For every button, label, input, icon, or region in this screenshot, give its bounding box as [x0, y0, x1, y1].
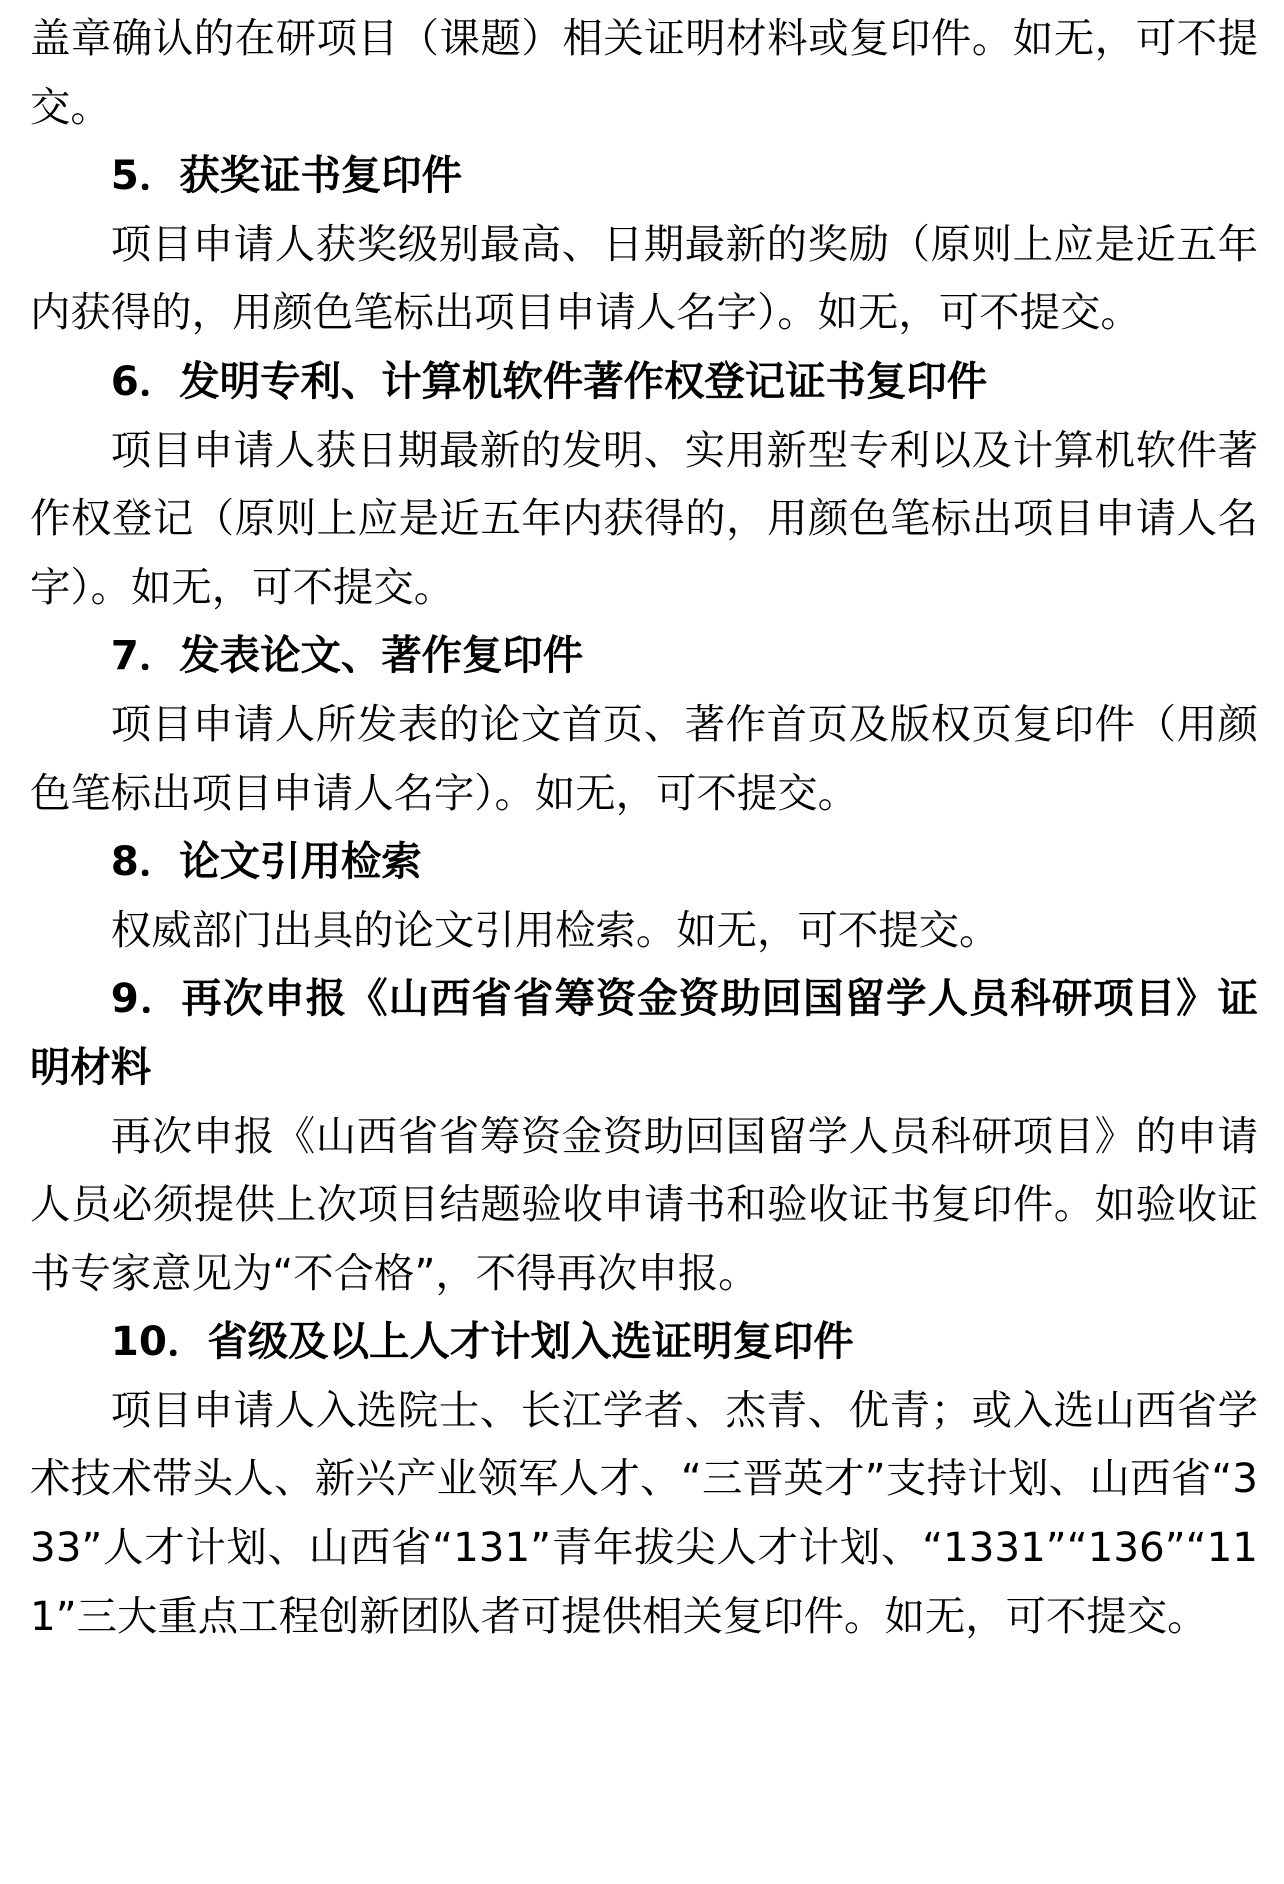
body-paragraph-7: 项目申请人所发表的论文首页、著作首页及版权页复印件（用颜色笔标出项目申请人名字）。如无，可不提交。 [30, 699, 1258, 817]
body-paragraph-5: 项目申请人获奖级别最高、日期最新的奖励（原则上应是近五年内获得的，用颜色笔标出项目申请人名字）。如无，可不提交。 [30, 219, 1258, 337]
document-page [30, 4, 1258, 1650]
section-heading-10: 10．省级及以上人才计划入选证明复印件 [110, 1317, 854, 1366]
body-paragraph-6: 项目申请人获日期最新的发明、实用新型专利以及计算机软件著作权登记（原则上应是近五年内获得的，用颜色笔标出项目申请人名字）。如无，可不提交。 [30, 425, 1258, 611]
body-paragraph-10: 项目申请人入选院士、长江学者、杰青、优青；或入选山西省学术技术带头人、新兴产业领军人才、“三晋英才”支持计划、山西省“333”人才计划、山西省“131”青年拔尖人才计划、“1331”“136”“111”三大重点工程创新团队者可提供相关复印件。如无，可不提交。 [30, 1385, 1258, 1640]
section-heading-6: 6．发明专利、计算机软件著作权登记证书复印件 [110, 356, 988, 405]
body-paragraph-1: 盖章确认的在研项目（课题）相关证明材料或复印件。如无，可不提交。 [30, 14, 1258, 131]
section-heading-5: 5．获奖证书复印件 [110, 151, 463, 200]
section-heading-9: 9．再次申报《山西省省筹资金资助回国留学人员科研项目》证明材料 [30, 974, 1258, 1091]
section-heading-8: 8．论文引用检索 [110, 837, 422, 886]
section-heading-7: 7．发表论文、著作复印件 [110, 631, 584, 680]
body-paragraph-8: 权威部门出具的论文引用检索。如无，可不提交。 [110, 905, 1000, 954]
body-paragraph-9: 再次申报《山西省省筹资金资助回国留学人员科研项目》的申请人员必须提供上次项目结题验收申请书和验收证书复印件。如验收证书专家意见为“不合格”，不得再次申报。 [30, 1111, 1258, 1297]
